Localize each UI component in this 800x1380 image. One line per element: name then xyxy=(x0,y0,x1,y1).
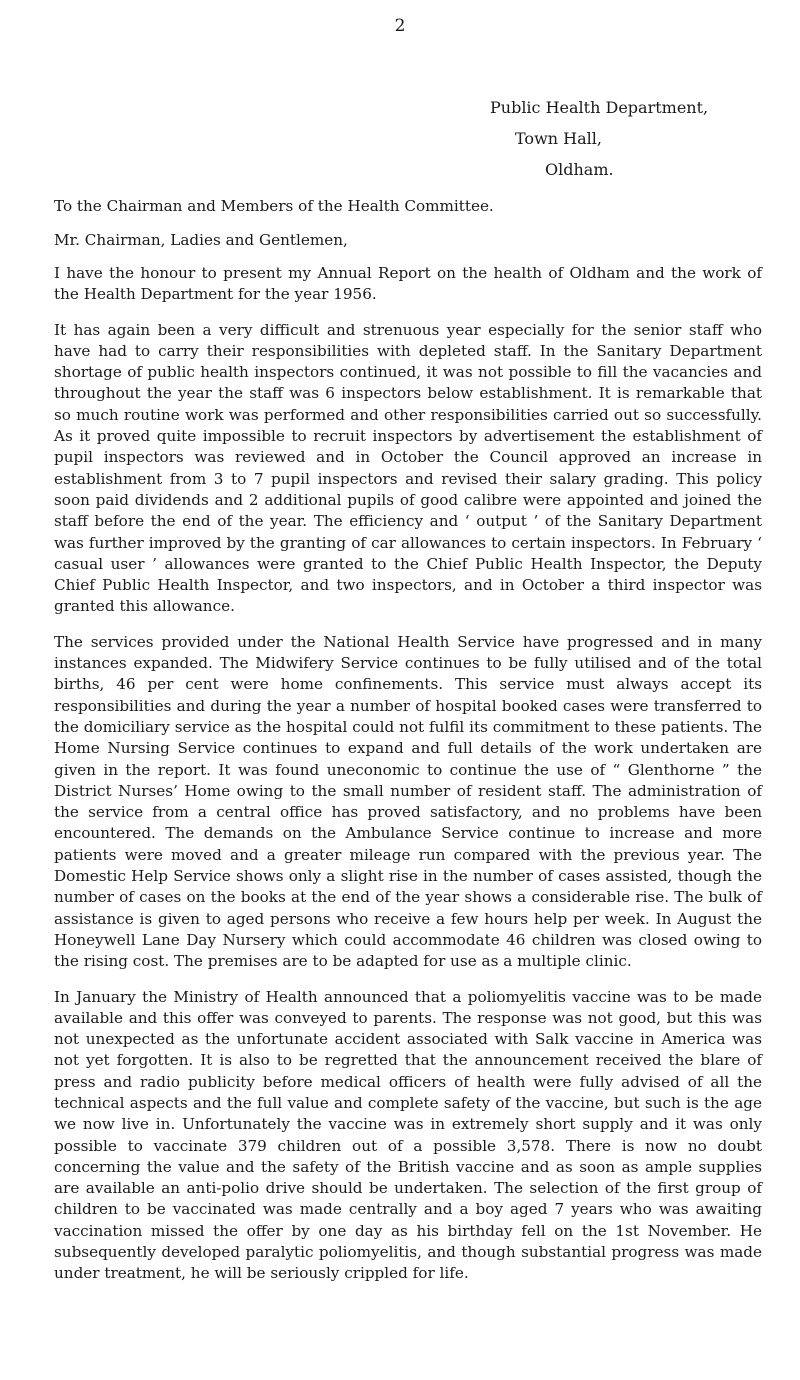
address-town: Oldham. xyxy=(545,160,614,179)
address-building: Town Hall, xyxy=(515,129,602,148)
paragraph-polio-vaccine: In January the Ministry of Health announced that a poliomyelitis vaccine was to be made available and this offer was conveyed to parents. The response was not good, but this was not unexpected as the unfortunate accident associated with Salk vaccine in America was not yet forgotten. It is also to be regretted that the announcement received the blare of press and radio publicity before medical officers of health were fully advised of all the technical aspects and the full value and complete safety of the vaccine, but such is the age we now live in. Unfortunately the vaccine was in extremely short supply and it was only possible to vaccinate 379 children out of a possible 3,578. There is now no doubt concerning the value and the safety of the British vaccine and as soon as ample supplies are available an anti-polio drive should be undertaken. The selection of the first group of children to be vaccinated was made centrally and a boy aged 7 years who was awaiting vaccination missed the offer by one day as his birthday fell on the 1st November. He subsequently developed paralytic poliomyelitis, and though substantial progress was made under treatment, he will be seriously crippled for life. xyxy=(54,987,762,1283)
sender-address xyxy=(490,92,708,185)
paragraph-sanitary-staff: It has again been a very difficult and strenuous year especially for the senior staff who have had to carry their responsibilities with depleted staff. In the Sanitary Department shortage of public health inspectors continued, it was not possible to fill the vacancies and throughout the year the staff was 6 inspectors below establishment. It is remarkable that so much routine work was performed and other responsibilities carried out so successfully. As it proved quite impossible to recruit inspectors by advertisement the establishment of pupil inspectors was reviewed and in October the Council approved an increase in establishment from 3 to 7 pupil inspectors and revised their salary grading. This policy soon paid dividends and 2 additional pupils of good calibre were appointed and joined the staff before the end of the year. The efficiency and ‘ output ’ of the Sanitary Department was further improved by the granting of car allowances to certain inspectors. In February ‘ casual user ’ allowances were granted to the Chief Public Health Inspector, the Deputy Chief Public Health Inspector, and two inspectors, and in October a third inspector was granted this allowance. xyxy=(54,320,762,616)
page-number: 2 xyxy=(394,16,406,36)
paragraph-introduction: I have the honour to present my Annual Report on the health of Oldham and the work of the Health Department for the year 1956. xyxy=(54,264,762,304)
paragraph-health-services: The services provided under the National Health Service have progressed and in many instances expanded. The Midwifery Service continues to be fully utilised and of the total births, 46 per cent were home confinements. This service must always accept its responsibilities and during the year a number of hospital booked cases were transferred to the domiciliary service as the hospital could not fulfil its commitment to these patients. The Home Nursing Service continues to expand and full details of the work undertaken are given in the report. It was found uneconomic to continue the use of “ Glenthorne ” the District Nurses’ Home owing to the small number of resident staff. The administration of the service from a central office has proved satisfactory, and no problems have been encountered. The demands on the Ambulance Service continue to increase and more patients were moved and a greater mileage run compared with the previous year. The Domestic Help Service shows only a slight rise in the number of cases assisted, though the number of cases on the books at the end of the year shows a considerable rise. The bulk of assistance is given to aged persons who receive a few hours help per week. In August the Honeywell Lane Day Nursery which could accommodate 46 children was closed owing to the rising cost. The premises are to be adapted for use as a multiple clinic. xyxy=(54,632,762,971)
addressee-line: To the Chairman and Members of the Health Committee. xyxy=(54,197,494,215)
greeting-line: Mr. Chairman, Ladies and Gentlemen, xyxy=(54,231,348,249)
letter-body xyxy=(54,195,762,1299)
address-department: Public Health Department, xyxy=(490,98,709,117)
